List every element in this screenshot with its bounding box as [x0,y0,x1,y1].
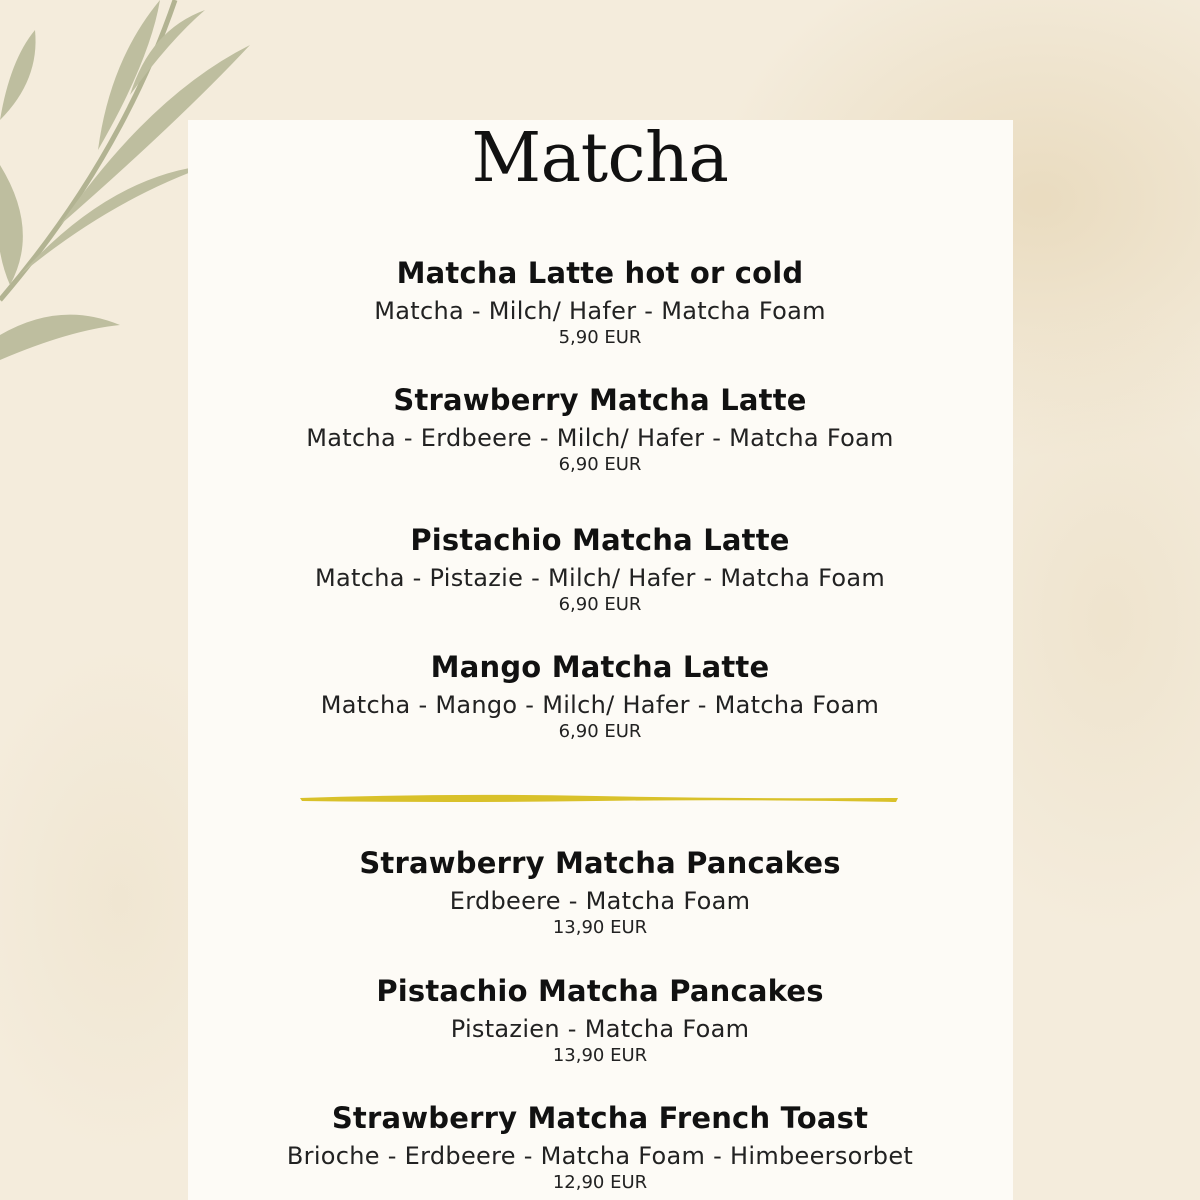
menu-item [0,1100,1200,1194]
item-price: 13,90 EUR [552,917,648,938]
item-name: Matcha Latte hot or cold [396,256,804,290]
menu-title: Matcha [471,119,729,198]
item-description: Matcha - Mango - Milch/ Hafer - Matcha Foam [320,691,880,719]
menu-item [0,649,1200,743]
item-price: 6,90 EUR [558,594,642,615]
item-name: Strawberry Matcha Latte [393,383,807,417]
item-name: Mango Matcha Latte [430,650,770,684]
item-description: Erdbeere - Matcha Foam [449,887,751,915]
item-name: Pistachio Matcha Pancakes [376,974,824,1008]
menu-item [0,845,1200,939]
section-divider [296,789,902,805]
menu-item [0,382,1200,476]
item-price: 13,90 EUR [552,1045,648,1066]
menu-item [0,522,1200,616]
item-price: 5,90 EUR [558,327,642,348]
item-description: Matcha - Erdbeere - Milch/ Hafer - Matcha Foam [306,424,894,452]
item-description: Matcha - Pistazie - Milch/ Hafer - Matcha Foam [314,564,886,592]
item-price: 6,90 EUR [558,721,642,742]
item-description: Matcha - Milch/ Hafer - Matcha Foam [374,297,826,325]
menu-item [0,255,1200,349]
item-name: Pistachio Matcha Latte [410,523,790,557]
item-name: Strawberry Matcha French Toast [331,1101,869,1135]
item-name: Strawberry Matcha Pancakes [359,846,841,880]
item-description: Brioche - Erdbeere - Matcha Foam - Himbeersorbet [286,1142,914,1170]
item-price: 6,90 EUR [558,454,642,475]
item-price: 12,90 EUR [552,1172,648,1193]
item-description: Pistazien - Matcha Foam [450,1015,750,1043]
menu-item [0,973,1200,1067]
